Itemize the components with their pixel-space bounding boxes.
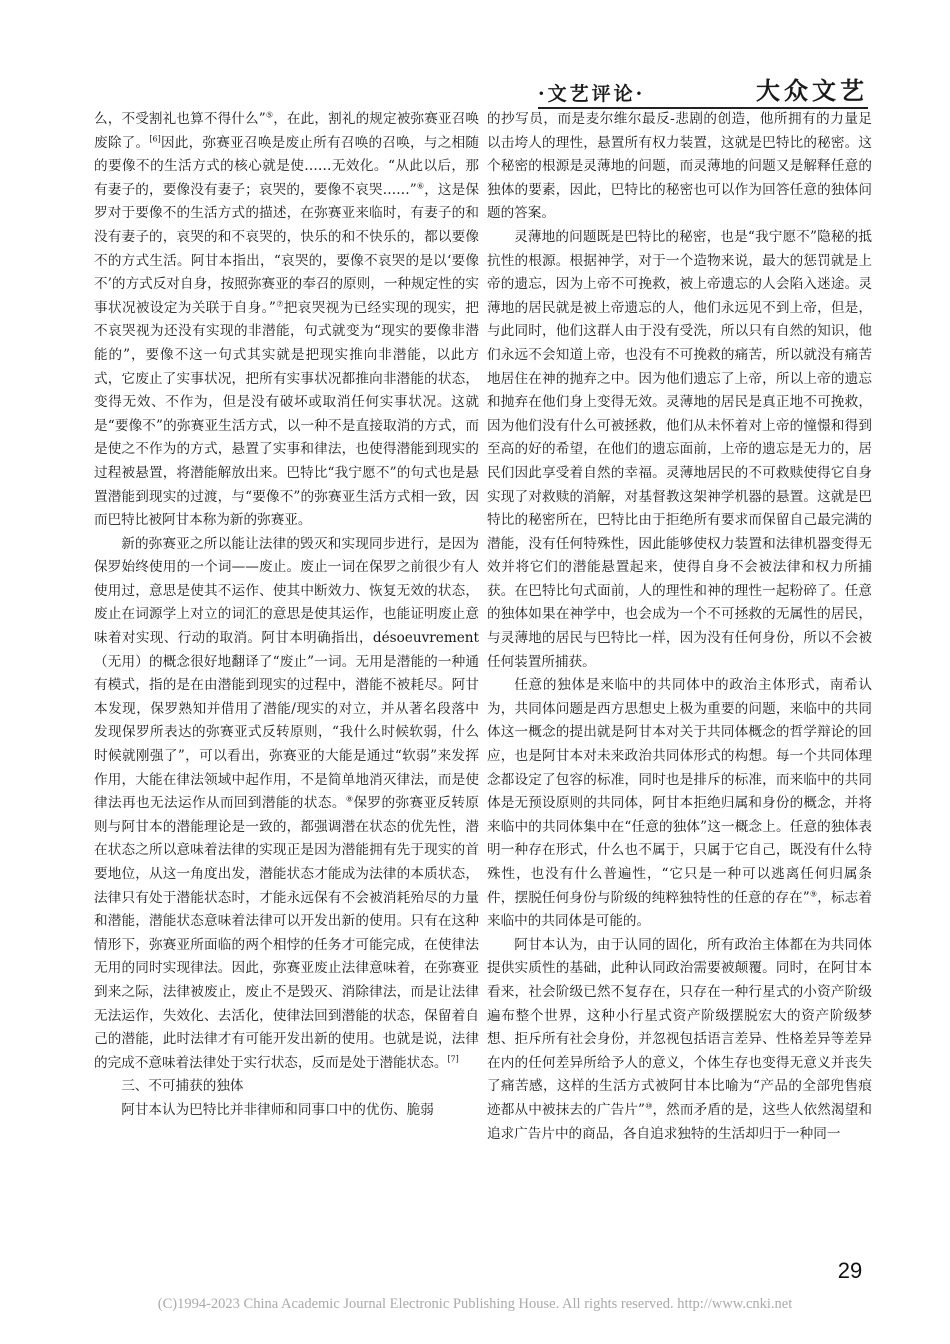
running-header — [538, 74, 868, 106]
footnote-marker: ⑨ — [809, 889, 818, 899]
paragraph — [94, 1099, 479, 1123]
footnote-marker: ⑩ — [645, 1101, 653, 1111]
paragraph — [487, 674, 872, 934]
text-run: 因此，弥赛亚召唤是废止所有召唤的召唤，与之相随的要像不的生活方式的核心就是使……无效化。“从此以后，那有妻子的，要像没有妻子；哀哭的，要像不哀哭……” — [94, 134, 480, 198]
journal-name: 大众文艺 — [756, 76, 868, 105]
paragraph — [487, 934, 872, 1146]
text-run: ，标志着来临中的共同体是可能的。 — [487, 889, 873, 930]
text-run: ，在此，割礼的规定被弥赛亚召唤废除了。 — [94, 111, 480, 151]
left-column — [94, 108, 479, 1123]
footnote-marker: [6] — [149, 134, 161, 144]
footnote-marker: ⑦ — [275, 299, 284, 309]
right-column — [487, 108, 872, 1146]
paragraph — [94, 108, 479, 533]
text-run: 的抄写员，而是麦尔维尔最反-悲剧的创造，他所拥有的力量足以击垮人的理性，悬置所有权力装置，这就是巴特比的秘密。这个秘密的根源是灵薄地的问题，而灵薄地的问题又是解释任意的独体的要素，因此，巴特比的秘密也可以作为回答任意的独体问题的答案。 — [487, 111, 872, 222]
text-run: 么，不受割礼也算不得什么” — [94, 111, 266, 127]
paragraph — [487, 226, 872, 674]
text-run: ，这是保罗对于要像不的生活方式的描述，在弥赛亚来临时，有妻子的和没有妻子的，哀哭的和不哀哭的，快乐的和不快乐的，都以要像不的方式生活。阿甘本指出，“哀哭的，要像不哀哭的是以‘要像不’的方式反对自身，按照弥赛亚的奉召的原则，一种规定性的实事状况被设定为关联于自身。” — [94, 181, 480, 316]
text-run: 阿甘本认为巴特比并非律师和同事口中的优伤、脆弱 — [121, 1101, 434, 1118]
text-run: 保罗的弥赛亚反转原则与阿甘本的潜能理论是一致的，都强调潜在状态的优先性，潜在状态之所以意味着法律的实现正是因为潜能拥有先于现实的首要地位，从这一角度出发，潜能状态才能成为法律的本质状态，法律只有处于潜能状态时，才能永远保有不会被消耗殆尽的力量和潜能，潜能状态意味着法律可以开发出新的使用。只有在这种情形下，弥赛亚所面临的两个相悖的任务才可能完成，在使律法无用的同时实现律法。因此，弥赛亚废止法律意味着，在弥赛亚到来之际，法律被废止，废止不是毁灭、消除律法，而是让法律无法运作，失效化、去活化，使律法回到潜能的状态，保留着自己的潜能，此时法律才有可能开发出新的使用。也就是说，法律的完成不意味着法律处于实行状态，反而是处于潜能状态。 — [94, 795, 480, 1071]
footnote-marker: ⑥ — [416, 181, 425, 191]
page-number: 29 — [837, 1258, 863, 1283]
text-run: 阿甘本认为，由于认同的固化，所有政治主体都在为共同体提供实质性的基础，此种认同政治需要被颠覆。同时，在阿甘本看来，社会阶级已然不复存在，只存在一种行星式的小资产阶级遍布整个世界，这种小行星式资产阶级摆脱宏大的资产阶级梦想、拒斥所有社会身份，并忽视包括语言差异、性格差异等差异在内的任何差异所给予人的意义，个体生存也变得无意义并丧失了痛苦感，这样的生活方式被阿甘本比喻为“产品的全部兜售痕迹都从中被抹去的广告片” — [487, 936, 872, 1118]
footnote-marker: ⑧ — [345, 794, 354, 804]
footnote-marker: ⑤ — [265, 110, 274, 120]
text-run: 灵薄地的问题既是巴特比的秘密，也是“我宁愿不”隐秘的抵抗性的根源。根据神学，对于一个造物来说，最大的惩罚就是上帝的遗忘，因为上帝不可挽救，被上帝遗忘的人会陷入迷途。灵薄地的居民就是被上帝遗忘的人，他们永远见不到上帝，但是，与此同时，他们这群人由于没有受洗，所以只有自然的知识，他们永远不会知道上帝，也没有不可挽救的痛苦，所以就没有痛苦地居住在神的抛弃之中。因为他们遗忘了上帝，所以上帝的遗忘和抛弃在他们身上变得无效。灵薄地的居民是真正地不可挽救，因为他们没有什么可被拯救，他们从未怀着对上帝的憧憬和得到至高的好的希望，在他们的遗忘面前，上帝的遗忘是无力的，居民们因此享受着自然的幸福。灵薄地居民的不可救赎使得它自身实现了对救赎的消解，对基督教这架神学机器的悬置。这就是巴特比的秘密所在，巴特比由于拒绝所有要求而保留自己最完满的潜能，没有任何特殊性，因此能够使权力装置和法律机器变得无效并将它们的潜能悬置起来，使得自身不会被法律和权力所捕获。在巴特比句式面前，人的理性和神的理性一起粉碎了。任意的独体如果在神学中，也会成为一个不可拯救的无属性的居民，与灵薄地的居民与巴特比一样，因为没有任何身份，所以不会被任何装置所捕获。 — [487, 228, 872, 670]
text-run: 新的弥赛亚之所以能让法律的毁灭和实现同步进行，是因为保罗始终使用的一个词——废止。废止一词在保罗之前很少有人使用过，意思是使其不运作、使其中断效力、恢复无效的状态，废止在词源学上对立的词汇的意思是使其运作，也能证明废止意味着对实现、行动的取消。阿甘本明确指出，désoeuvrement（无用）的概念很好地翻译了“废止”一词。无用是潜能的一种通有模式，指的是在由潜能到现实的过程中，潜能不被耗尽。阿甘本发现，保罗熟知并借用了潜能/现实的对立，并从著名段落中发现保罗所表达的弥赛亚式反转原则，“我什么时候软弱，什么时候就刚强了”，可以看出，弥赛亚的大能是通过“软弱”来发挥作用，大能在律法领域中起作用，不是简单地消灭律法，而是使律法再也无法运作从而回到潜能的状态。 — [94, 535, 479, 812]
copyright-footer: (C)1994-2023 China Academic Journal Electronic Publishing House. All rights reserved. http://www.cnki.net — [157, 1296, 793, 1312]
column-name: ·文艺评论· — [538, 83, 646, 105]
text-run: 任意的独体是来临中的共同体中的政治主体形式，南希认为，共同体问题是西方思想史上极为重要的问题，来临中的共同体这一概念的提出就是阿甘本对关于共同体概念的哲学辩论的回应，也是阿甘本对未来政治共同体形式的构想。每一个共同体理念都设定了包容的标准，同时也是排斥的标准，而来临中的共同体是无预设原则的共同体，阿甘本拒绝归属和身份的概念，并将来临中的共同体集中在“任意的独体”这一概念上。任意的独体表明一种存在形式，什么也不属于，只属于它自己，既没有什么特殊性，也没有什么普遍性，“它只是一种可以逃离任何归属条件，摆脱任何身份与阶级的纯粹独特性的任意的存在” — [487, 677, 872, 906]
footnote-marker: [7] — [447, 1054, 459, 1064]
section-heading: 三、不可捕获的独体 — [121, 1078, 244, 1095]
text-run: ，然而矛盾的是，这些人依然渴望和追求广告片中的商品，各自追求独特的生活却归于一种同一 — [487, 1101, 873, 1142]
paragraph — [487, 108, 872, 226]
paragraph — [94, 533, 479, 1076]
text-run: 把哀哭视为已经实现的现实，把不哀哭视为还没有实现的非潜能，句式就变为“现实的要像非潜能的”，要像不这一句式其实就是把现实推向非潜能，以此方式，它废止了实事状况，把所有实事状况都推向非潜能的状态，变得无效、不作为，但是没有破坏或取消任何实事状况。这就是“要像不”的弥赛亚生活方式，以一种不是直接取消的方式，而是使之不作为的方式，悬置了实事和律法，也使得潜能到现实的过程被悬置，将潜能解放出来。巴特比“我宁愿不”的句式也是悬置潜能到现实的过渡，与“要像不”的弥赛亚生活方式相一致，因而巴特比被阿甘本称为新的弥赛亚。 — [94, 299, 480, 529]
